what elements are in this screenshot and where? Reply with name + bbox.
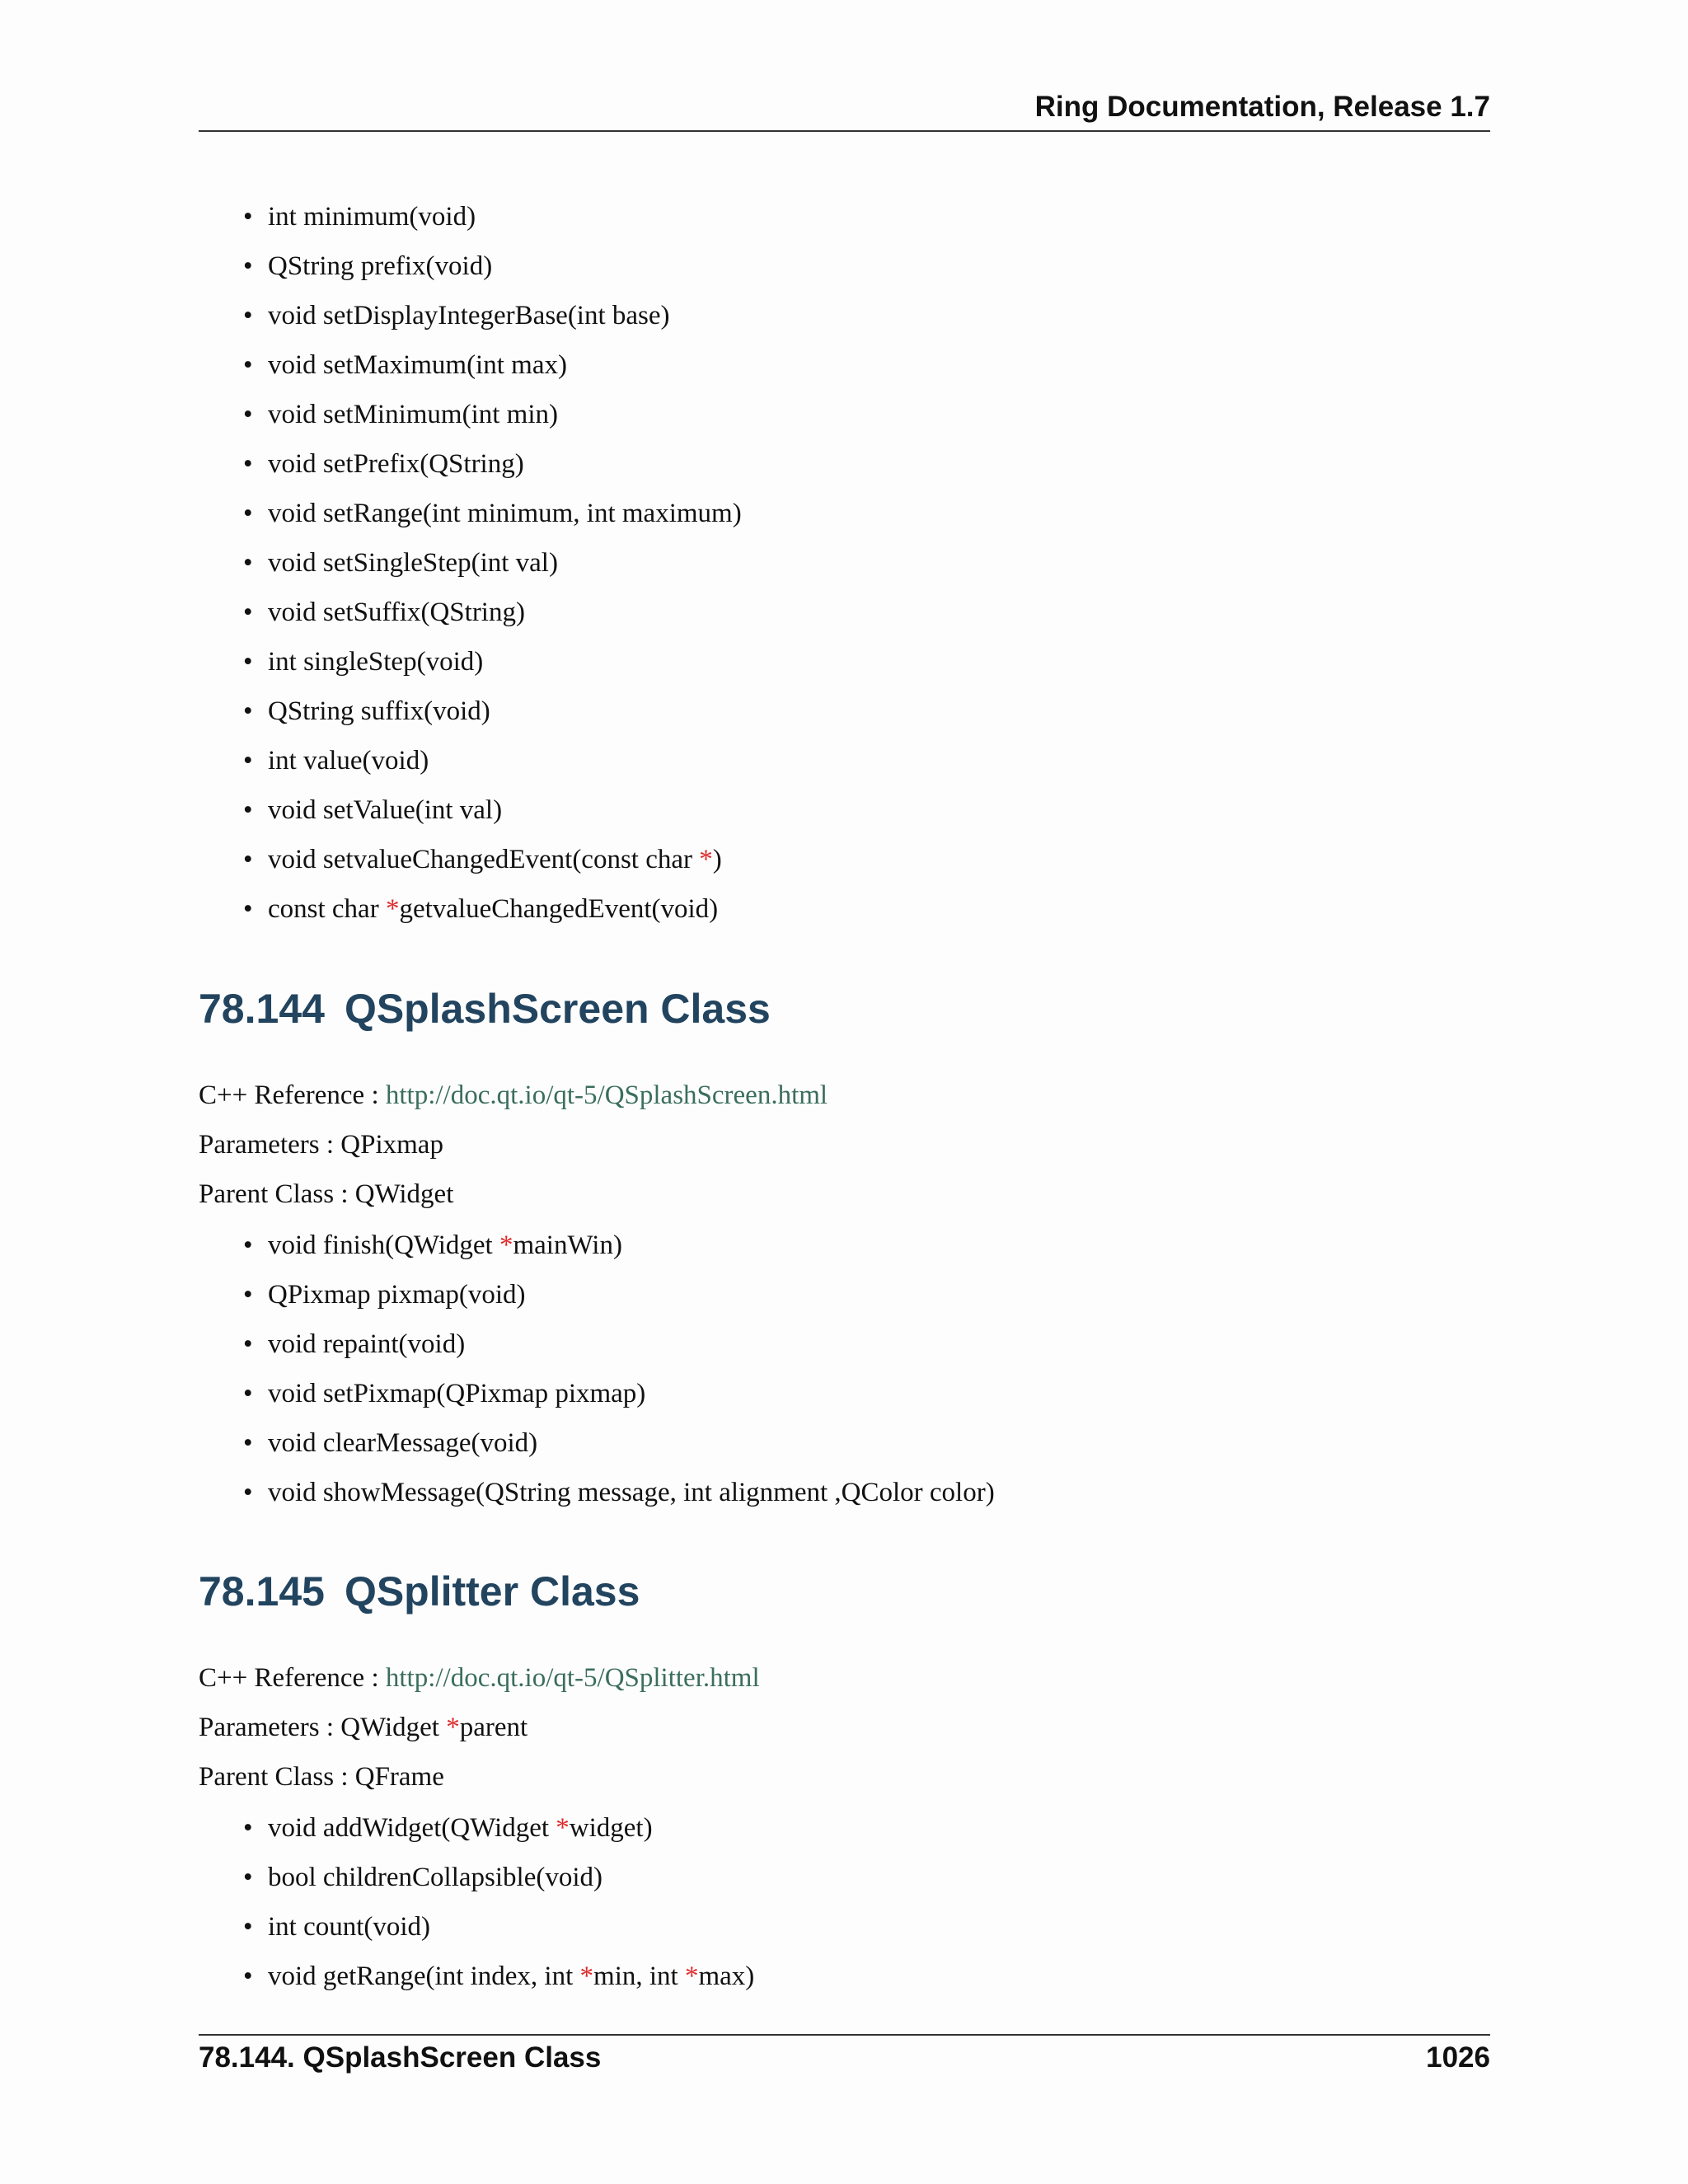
cpp-reference-line: C++ Reference : http://doc.qt.io/qt-5/QSplitter.html: [199, 1663, 760, 1693]
list-item: • int value(void): [243, 736, 742, 785]
list-item: • void setRange(int minimum, int maximum): [243, 489, 742, 538]
cpp-reference-line: C++ Reference : http://doc.qt.io/qt-5/QSplashScreen.html: [199, 1080, 828, 1110]
list-item: • void setValue(int val): [243, 785, 742, 835]
list-item: • int singleStep(void): [243, 637, 742, 687]
method-list-qsplitter: [243, 1803, 754, 2001]
pointer-asterisk: *: [579, 1961, 594, 1991]
footer-rule: [199, 2034, 1490, 2036]
list-item: • void setSingleStep(int val): [243, 538, 742, 588]
cpp-reference-link[interactable]: http://doc.qt.io/qt-5/QSplashScreen.html: [385, 1080, 828, 1110]
list-item: • void setPrefix(QString): [243, 439, 742, 489]
footer-section-title: 78.144. QSplashScreen Class: [199, 2041, 602, 2074]
list-item: • void getRange(int index, int *min, int *max): [243, 1952, 754, 2001]
pointer-asterisk: *: [446, 1713, 460, 1742]
list-item: • void setDisplayIntegerBase(int base): [243, 291, 742, 340]
parent-class-line: Parent Class : QWidget: [199, 1179, 454, 1209]
section-heading-qsplashscreen: 78.144 QSplashScreen Class: [199, 986, 771, 1032]
list-item: • int minimum(void): [243, 192, 742, 241]
list-item: • QString suffix(void): [243, 687, 742, 736]
list-item: • void setvalueChangedEvent(const char *): [243, 835, 742, 884]
pointer-asterisk: *: [385, 894, 400, 924]
list-item: • QString prefix(void): [243, 241, 742, 291]
list-item: • bool childrenCollapsible(void): [243, 1853, 754, 1902]
section-heading-qsplitter: 78.145 QSplitter Class: [199, 1568, 640, 1615]
list-item: • void setMaximum(int max): [243, 340, 742, 390]
list-item: • void finish(QWidget *mainWin): [243, 1221, 995, 1270]
pointer-asterisk: *: [556, 1813, 570, 1843]
list-item: • void addWidget(QWidget *widget): [243, 1803, 754, 1853]
parameters-line: Parameters : QPixmap: [199, 1130, 443, 1160]
pointer-asterisk: *: [684, 1961, 699, 1991]
running-header: Ring Documentation, Release 1.7: [1034, 91, 1490, 123]
method-list-qsplashscreen: [243, 1221, 995, 1517]
header-rule: [199, 130, 1490, 132]
list-item: • void setMinimum(int min): [243, 390, 742, 439]
list-item: • void setPixmap(QPixmap pixmap): [243, 1369, 995, 1418]
page-footer: [199, 2041, 1490, 2074]
pointer-asterisk: *: [499, 1230, 513, 1260]
list-item: • int count(void): [243, 1902, 754, 1952]
parameters-line: Parameters : QWidget *parent: [199, 1713, 528, 1742]
page-number: 1026: [1426, 2041, 1490, 2074]
parent-class-line: Parent Class : QFrame: [199, 1762, 444, 1792]
cpp-reference-link[interactable]: http://doc.qt.io/qt-5/QSplitter.html: [385, 1663, 760, 1693]
list-item: • void showMessage(QString message, int alignment ,QColor color): [243, 1468, 995, 1517]
list-item: • QPixmap pixmap(void): [243, 1270, 995, 1319]
list-item: • void clearMessage(void): [243, 1418, 995, 1468]
list-item: • void repaint(void): [243, 1319, 995, 1369]
pointer-asterisk: *: [699, 845, 713, 874]
method-list-top: [243, 192, 742, 934]
list-item: • const char *getvalueChangedEvent(void): [243, 884, 742, 934]
list-item: • void setSuffix(QString): [243, 588, 742, 637]
